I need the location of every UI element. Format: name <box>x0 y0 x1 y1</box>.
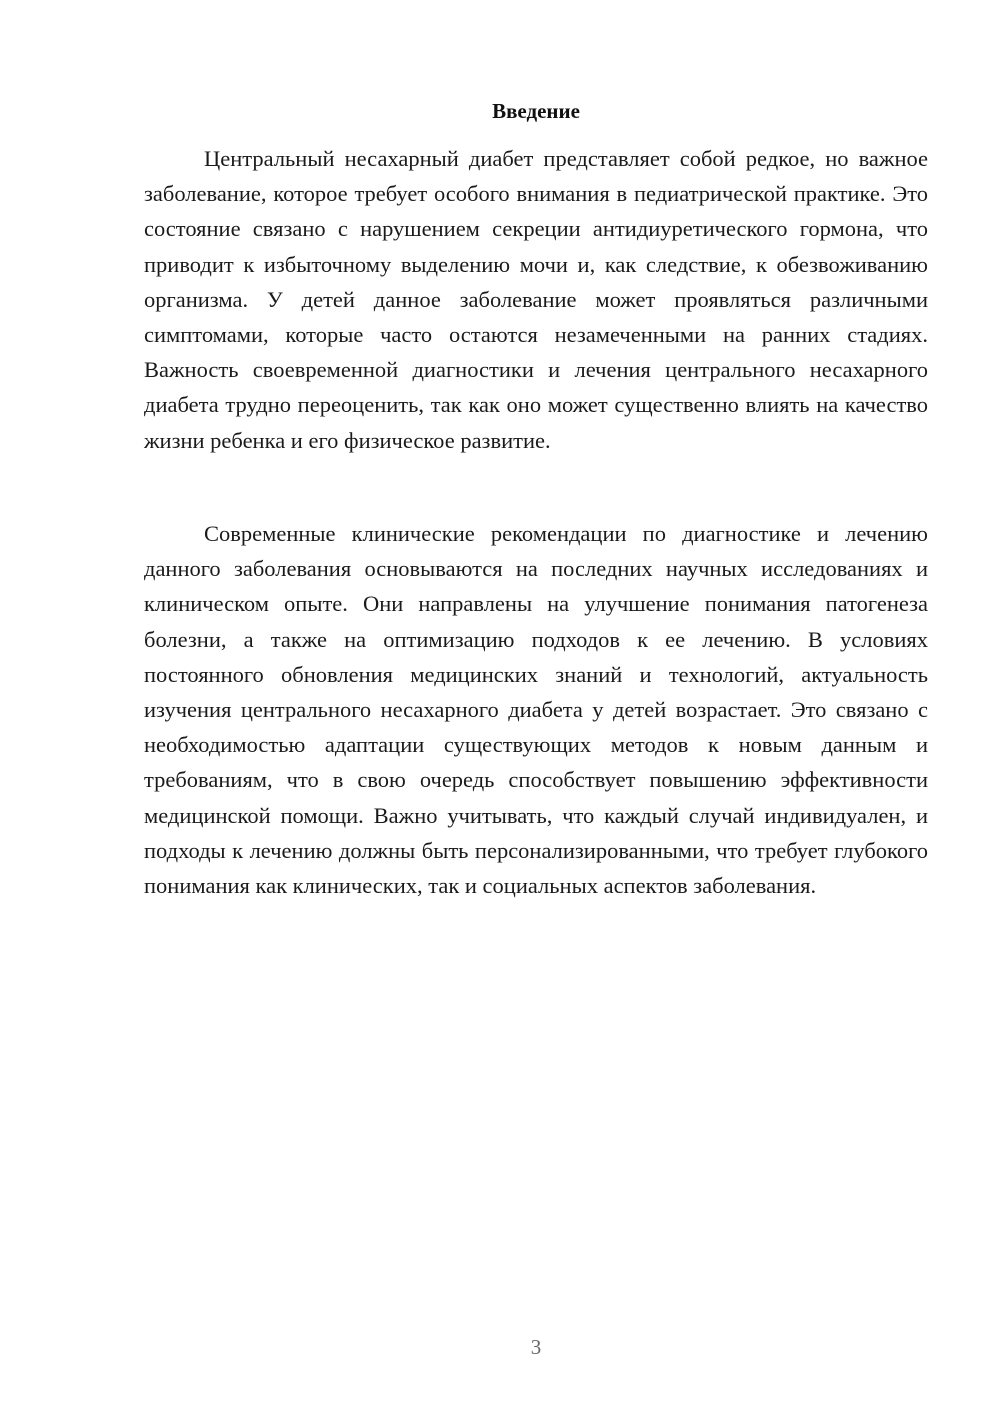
paragraph-recommendations: Современные клинические рекомендации по диагностике и лечению данного заболевания основываются на последних научных исследованиях и клиническом опыте. Они направлены на улучшение понимания патогенеза болезни, а также на оптимизацию подходов к ее лечению. В условиях постоянного обновления медицинских знаний и технологий, актуальность изучения центрального несахарного диабета у детей возрастает. Это связано с необходимостью адаптации существующих методов к новым данным и требованиям, что в свою очередь способствует повышению эффективности медицинской помощи. Важно учитывать, что каждый случай индивидуален, и подходы к лечению должны быть персонализированными, что требует глубокого понимания как клинических, так и социальных аспектов заболевания. <box>144 521 928 899</box>
paragraph-introduction: Центральный несахарный диабет представляет собой редкое, но важное заболевание, которое требует особого внимания в педиатрической практике. Это состояние связано с нарушением секреции антидиуретического гормона, что приводит к избыточному выделению мочи и, как следствие, к обезвоживанию организма. У детей данное заболевание может проявляться различными симптомами, которые часто остаются незамеченными на ранних стадиях. Важность своевременной диагностики и лечения центрального несахарного диабета трудно переоценить, так как оно может существенно влиять на качество жизни ребенка и его физическое развитие. <box>144 146 928 453</box>
page-number: 3 <box>530 1335 542 1359</box>
section-title: Введение <box>492 99 580 123</box>
